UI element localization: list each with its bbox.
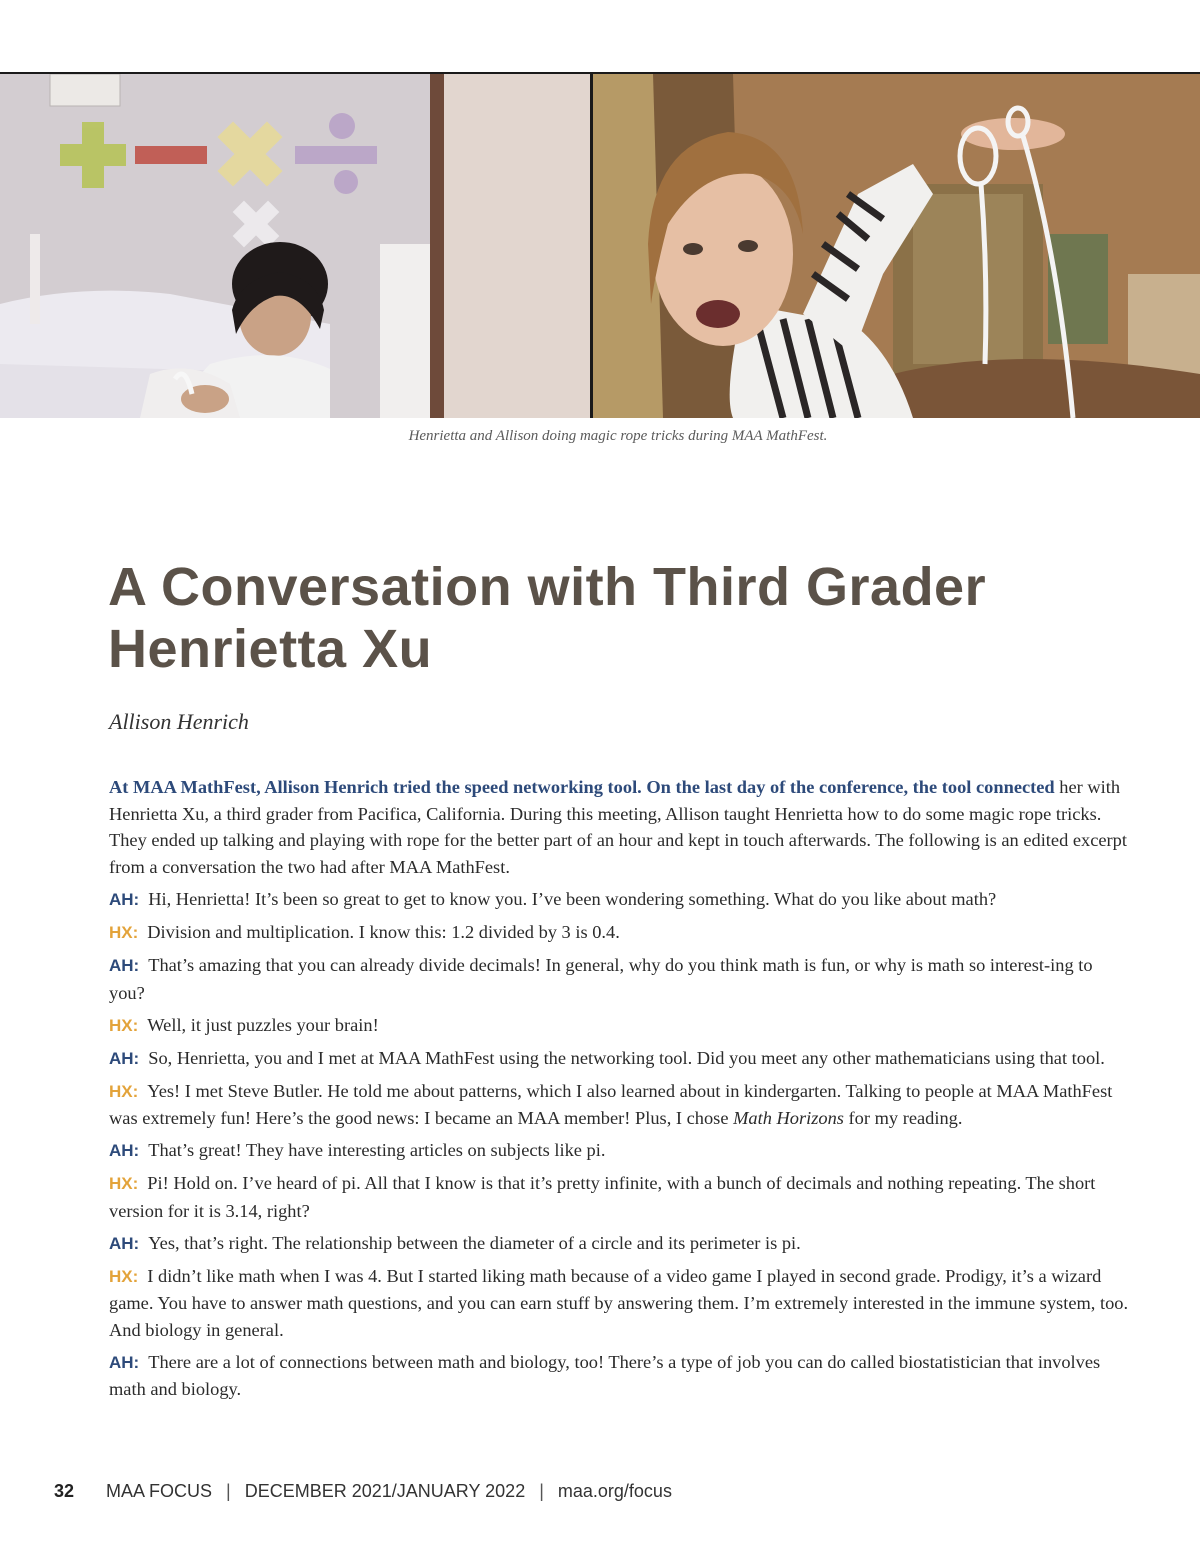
- speaker-label: HX:: [109, 1015, 139, 1035]
- publication-url[interactable]: maa.org/focus: [557, 1481, 672, 1501]
- intro-lead: At MAA MathFest, Allison Henrich tried the speed networking tool. On the last day of the conference, the tool connected: [109, 777, 1055, 797]
- article-title-line1: A Conversation with Third Grader: [108, 557, 987, 617]
- author-byline: Allison Henrich: [109, 709, 249, 734]
- dialogue-text: That’s great! They have interesting articles on subjects like pi.: [148, 1140, 606, 1160]
- publication-name: MAA FOCUS: [106, 1481, 213, 1501]
- intro-rest: her with Henrietta Xu, a third grader from Pacifica, California. During this meeting, Allison taught Henrietta how to do some magic rope tricks. They ended up talking and playing with rope for the better part of an hour and kept in touch afterwards. The following is an edited excerpt from a conversation the two had after MAA MathFest.: [109, 777, 1127, 877]
- photo-allison: [593, 74, 1200, 418]
- dialogue-text: for my reading.: [843, 1108, 963, 1128]
- photo-henrietta-illustration: [0, 74, 590, 418]
- speaker-label: HX:: [109, 923, 139, 942]
- photo-henrietta: [0, 74, 590, 418]
- speaker-label: AH:: [109, 1352, 140, 1372]
- dialogue-turn: [109, 886, 1131, 914]
- speaker-label: AH:: [109, 1233, 140, 1253]
- photo-strip: [0, 74, 1200, 418]
- dialogue-text: Yes, that’s right. The relationship between the diameter of a circle and its perimeter is pi.: [148, 1232, 801, 1253]
- dialogue-text: Hi, Henrietta! It’s been so great to get to know you. I’ve been wondering something. What do you like about math?: [148, 889, 997, 909]
- article-title: [108, 556, 1108, 680]
- issue-date: DECEMBER 2021/JANUARY 2022: [244, 1481, 526, 1501]
- speaker-label: AH:: [109, 890, 140, 909]
- speaker-label: HX:: [109, 1174, 139, 1193]
- speaker-label: AH:: [109, 1141, 140, 1160]
- dialogue-turn: [109, 1170, 1131, 1224]
- footer-separator: |: [226, 1481, 231, 1501]
- dialogue-turn: [109, 1078, 1131, 1132]
- article-body: [109, 774, 1131, 1408]
- dialogue-text: Yes! I met Steve Butler. He told me about patterns, which I also learned about in kindergarten. Talking to people at MAA MathFest was extremely fun! Here’s the good news: I became an MAA member! Plus, I chose: [109, 1080, 1113, 1128]
- article-title-line2: Henrietta Xu: [108, 619, 433, 679]
- dialogue-turn: [109, 1349, 1131, 1403]
- page-number: 32: [54, 1481, 75, 1501]
- dialogue-text: So, Henrietta, you and I met at MAA MathFest using the networking tool. Did you meet any other mathematicians using that tool.: [148, 1047, 1105, 1068]
- dialogue-turn: [109, 1045, 1131, 1073]
- dialogue-turn: [109, 1263, 1131, 1344]
- photo-caption: Henrietta and Allison doing magic rope tricks during MAA MathFest.: [408, 428, 828, 444]
- dialogue-turn: [109, 1012, 1131, 1040]
- speaker-label: AH:: [109, 1048, 140, 1068]
- dialogue-turn: [109, 952, 1131, 1006]
- publication-title: Math Horizons: [733, 1108, 844, 1128]
- dialogue-turn: [109, 1230, 1131, 1258]
- dialogue-text: Division and multiplication. I know this: 1.2 divided by 3 is 0.4.: [147, 922, 620, 942]
- dialogue-turn: [109, 1137, 1131, 1165]
- dialogue-text: Well, it just puzzles your brain!: [147, 1014, 379, 1035]
- dialogue-text: There are a lot of connections between math and biology, too! There’s a type of job you can do called biostatistician that involves math and biology.: [109, 1351, 1101, 1399]
- dialogue-turn: [109, 919, 1131, 947]
- footer-separator: |: [539, 1481, 544, 1501]
- speaker-label: HX:: [109, 1266, 139, 1286]
- dialogue-text: I didn’t like math when I was 4. But I started liking math because of a video game I played in second grade. Prodigy, it’s a wizard game. You have to answer math questions, and you can earn stuff by answering them. I’m extremely interested in the immune system, too. And biology in general.: [109, 1265, 1129, 1340]
- speaker-label: HX:: [109, 1081, 139, 1101]
- speaker-label: AH:: [109, 956, 140, 975]
- photo-allison-illustration: [593, 74, 1200, 418]
- page-footer: [54, 1481, 672, 1502]
- dialogue-text: Pi! Hold on. I’ve heard of pi. All that I know is that it’s pretty infinite, with a bunch of decimals and nothing repeating. The short version for it is 3.14, right?: [109, 1173, 1096, 1221]
- intro-paragraph: [109, 774, 1131, 880]
- dialogue-text: That’s amazing that you can already divide decimals! In general, why do you think math is fun, or why is math so interest-ing to you?: [109, 955, 1093, 1003]
